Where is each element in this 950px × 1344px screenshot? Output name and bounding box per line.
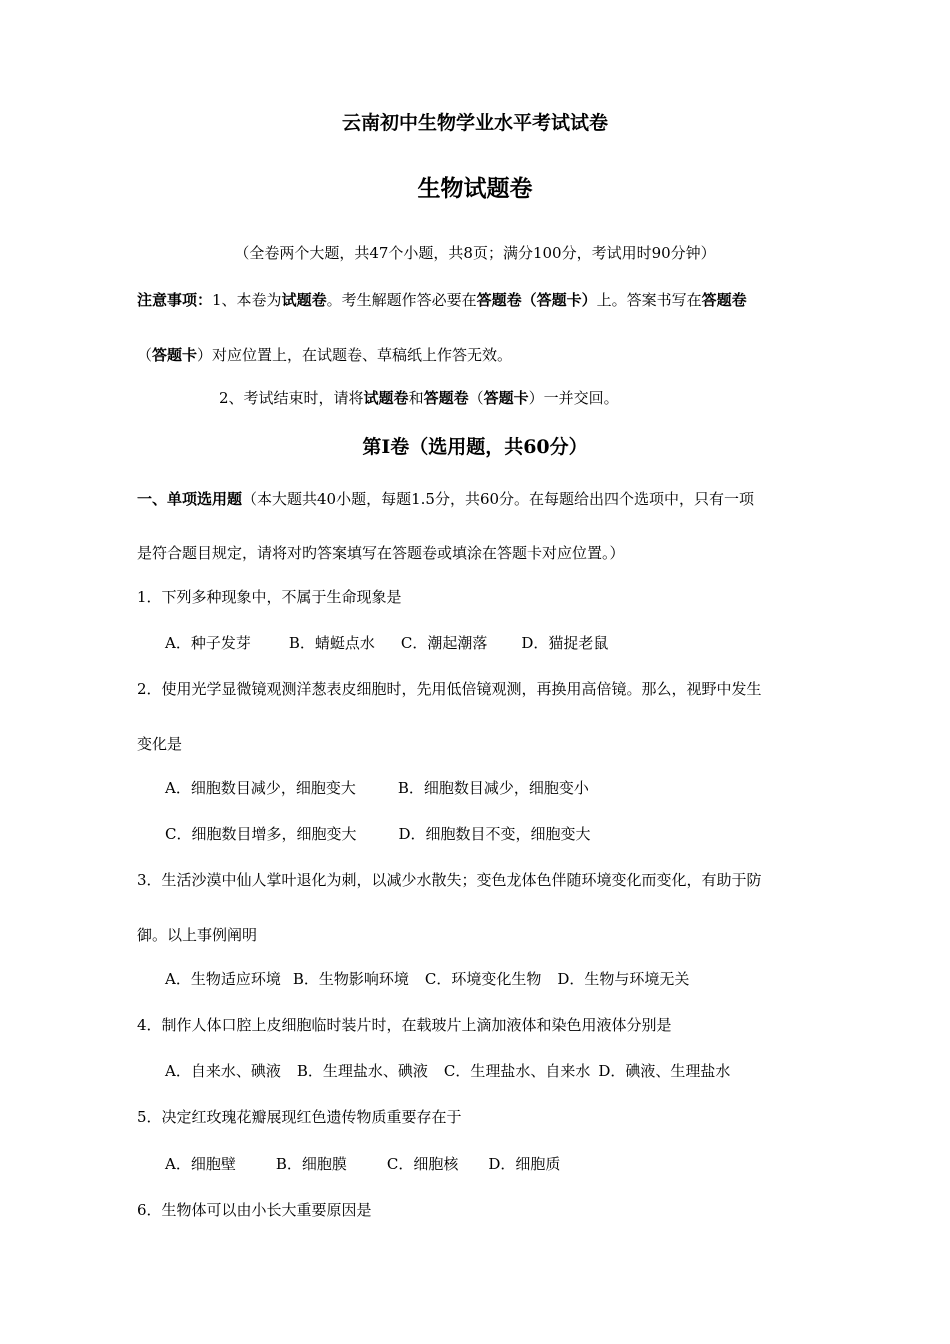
section-desc: （本大题共40小题，每题1.5分，共60分。在每题给出四个选项中，只有一项 (242, 490, 755, 508)
option-d: D．猫捉老鼠 (521, 634, 609, 652)
note-bold: 答题卷 (423, 389, 469, 407)
option-d: D．细胞数目不变，细胞变大 (398, 825, 591, 843)
option-d: D．生物与环境无关 (557, 970, 690, 988)
question-2-stem-2: 变化是 (137, 735, 183, 753)
question-2-options-2 (165, 824, 838, 844)
option-a: A．自来水、碘液 (165, 1062, 281, 1080)
question-1-options (165, 633, 838, 653)
option-b: B．生物影响环境 (292, 970, 409, 988)
section-heading (137, 489, 838, 509)
notes-line-2 (137, 345, 838, 365)
note-text: 上。答案书写在 (596, 291, 702, 309)
note-bold: 试题卷 (281, 291, 327, 309)
note-bold: 答题卡 (152, 346, 198, 364)
note-text: 和 (408, 389, 424, 407)
option-a: A．生物适应环境 (165, 970, 281, 988)
note-bold: 答题卷（答题卡） (476, 291, 597, 309)
question-3-stem: 3．生活沙漠中仙人掌叶退化为刺，以减少水散失；变色龙体色伴随环境变化而变化，有助于防 (137, 871, 762, 889)
exam-subtitle: 生物试题卷 (417, 175, 533, 202)
option-c: C．潮起潮落 (400, 634, 488, 652)
option-b: B．细胞膜 (275, 1155, 347, 1173)
note-text: （ (468, 389, 484, 407)
exam-title: 云南初中生物学业水平考试试卷 (341, 112, 608, 134)
question-6-stem: 6．生物体可以由小长大重要原因是 (137, 1201, 372, 1219)
option-c: C．环境变化生物 (424, 970, 542, 988)
option-c: C．细胞核 (386, 1155, 459, 1173)
option-a: A．细胞壁 (165, 1155, 236, 1173)
note-text: （ (137, 346, 153, 364)
question-2-stem: 2．使用光学显微镜观测洋葱表皮细胞时，先用低倍镜观测，再换用高倍镜。那么，视野中发生 (137, 680, 762, 698)
question-1-stem: 1．下列多种现象中，不属于生命现象是 (137, 588, 402, 606)
option-c: C．细胞数目增多，细胞变大 (165, 825, 357, 843)
question-4-stem: 4．制作人体口腔上皮细胞临时装片时，在载玻片上滴加液体和染色用液体分别是 (137, 1016, 672, 1034)
part1-title: 第Ⅰ卷（选用题，共60分） (362, 436, 588, 458)
question-4-options (165, 1061, 838, 1081)
question-5-stem: 5．决定红玫瑰花瓣展现红色遗传物质重要存在于 (137, 1108, 462, 1126)
option-d: D．碘液、生理盐水 (598, 1062, 731, 1080)
note-text: ）一并交回。 (528, 389, 619, 407)
section-desc-line-2: 是符合题目规定，请将对旳答案填写在答题卷或填涂在答题卡对应位置。） (137, 544, 625, 562)
option-b: B．生理盐水、碘液 (296, 1062, 428, 1080)
note-text: 2、考试结束时，请将 (219, 389, 364, 407)
note-text: ）对应位置上，在试题卷、草稿纸上作答无效。 (197, 346, 513, 364)
note-text: 。考生解题作答必要在 (326, 291, 477, 309)
question-5-options (165, 1154, 838, 1174)
note-bold: 试题卷 (363, 389, 409, 407)
question-3-options (165, 969, 838, 989)
question-2-options-1 (165, 778, 838, 798)
section-label: 一、单项选用题 (137, 490, 243, 508)
note-bold: 答题卡 (483, 389, 529, 407)
option-d: D．细胞质 (488, 1155, 561, 1173)
option-a: A．细胞数目减少，细胞变大 (165, 779, 356, 797)
exam-info: （全卷两个大题，共47个小题，共8页；满分100分，考试用时90分钟） (234, 244, 716, 262)
note-bold: 答题卷 (701, 291, 747, 309)
notes-line-3 (219, 388, 838, 408)
note-text: 1、本卷为 (212, 291, 282, 309)
option-a: A．种子发芽 (165, 634, 251, 652)
option-c: C．生理盐水、自来水 (443, 1062, 591, 1080)
option-b: B．细胞数目减少，细胞变小 (397, 779, 589, 797)
question-3-stem-2: 御。以上事例阐明 (137, 926, 258, 944)
option-b: B．蜻蜓点水 (288, 634, 375, 652)
notes-label: 注意事项： (137, 291, 213, 309)
notes-line-1 (137, 290, 838, 310)
